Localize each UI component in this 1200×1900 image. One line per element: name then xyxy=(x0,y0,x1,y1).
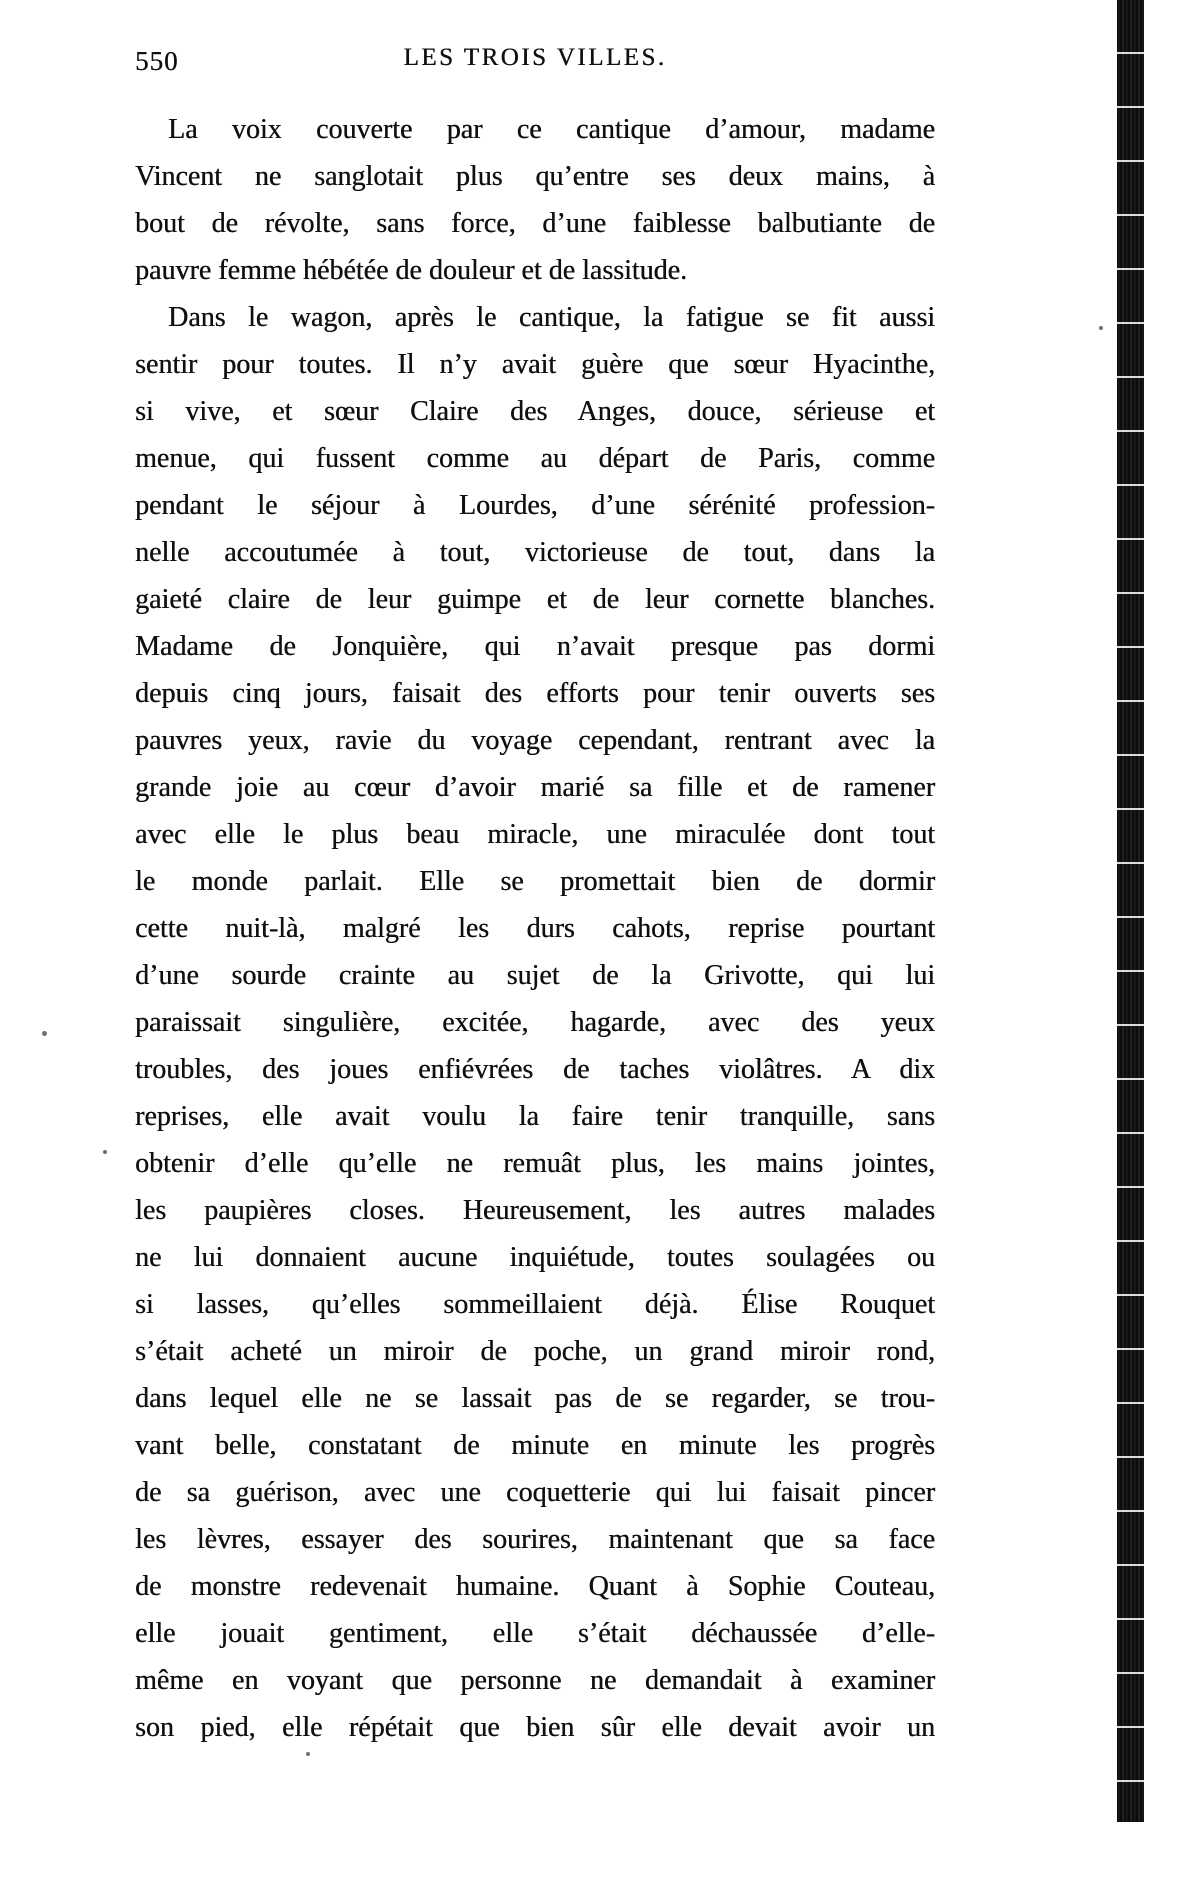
text-line: Madame de Jonquière, qui n’avait presque pas dormi xyxy=(135,631,935,662)
text-line: sentir pour toutes. Il n’y avait guère que sœur Hyacinthe, xyxy=(135,349,935,380)
text-line: depuis cinq jours, faisait des efforts pour tenir ouverts ses xyxy=(135,678,935,709)
text-line: troubles, des joues enfiévrées de taches violâtres. A dix xyxy=(135,1054,935,1085)
text-line: d’une sourde crainte au sujet de la Grivotte, qui lui xyxy=(135,960,935,991)
body-text xyxy=(135,106,935,1751)
scan-speck xyxy=(306,1752,310,1756)
text-line: son pied, elle répétait que bien sûr elle devait avoir un xyxy=(135,1712,935,1743)
text-line: bout de révolte, sans force, d’une faiblesse balbutiante de xyxy=(135,208,935,239)
text-line: grande joie au cœur d’avoir marié sa fille et de ramener xyxy=(135,772,935,803)
text-line: gaieté claire de leur guimpe et de leur cornette blanches. xyxy=(135,584,935,615)
text-line: si vive, et sœur Claire des Anges, douce, sérieuse et xyxy=(135,396,935,427)
text-line: si lasses, qu’elles sommeillaient déjà. Élise Rouquet xyxy=(135,1289,935,1320)
text-line: s’était acheté un miroir de poche, un grand miroir rond, xyxy=(135,1336,935,1367)
text-line: vant belle, constatant de minute en minute les progrès xyxy=(135,1430,935,1461)
text-line: pauvre femme hébétée de douleur et de lassitude. xyxy=(135,255,687,286)
paragraph xyxy=(135,106,935,294)
text-line: La voix couverte par ce cantique d’amour, madame xyxy=(168,114,935,145)
running-title: LES TROIS VILLES. xyxy=(403,44,667,71)
text-line: reprises, elle avait voulu la faire tenir tranquille, sans xyxy=(135,1101,935,1132)
text-line: même en voyant que personne ne demandait à examiner xyxy=(135,1665,935,1696)
text-line: avec elle le plus beau miracle, une miraculée dont tout xyxy=(135,819,935,850)
text-line: cette nuit-là, malgré les durs cahots, reprise pourtant xyxy=(135,913,935,944)
text-line: pendant le séjour à Lourdes, d’une sérénité profession- xyxy=(135,490,935,521)
text-line: paraissait singulière, excitée, hagarde, avec des yeux xyxy=(135,1007,935,1038)
page-header xyxy=(135,44,935,78)
text-line: obtenir d’elle qu’elle ne remuât plus, les mains jointes, xyxy=(135,1148,935,1179)
paragraph xyxy=(135,294,935,1751)
text-line: les lèvres, essayer des sourires, maintenant que sa face xyxy=(135,1524,935,1555)
scan-speck xyxy=(42,1031,47,1036)
text-line: pauvres yeux, ravie du voyage cependant, rentrant avec la xyxy=(135,725,935,756)
text-line: menue, qui fussent comme au départ de Paris, comme xyxy=(135,443,935,474)
text-line: de sa guérison, avec une coquetterie qui lui faisait pincer xyxy=(135,1477,935,1508)
text-line: dans lequel elle ne se lassait pas de se regarder, se trou- xyxy=(135,1383,935,1414)
scan-speck xyxy=(103,1150,107,1154)
page-number: 550 xyxy=(135,46,179,76)
text-line: le monde parlait. Elle se promettait bien de dormir xyxy=(135,866,935,897)
scan-artifact-right-bar xyxy=(1117,0,1144,1822)
text-line: Vincent ne sanglotait plus qu’entre ses deux mains, à xyxy=(135,161,935,192)
text-line: ne lui donnaient aucune inquiétude, toutes soulagées ou xyxy=(135,1242,935,1273)
text-line: elle jouait gentiment, elle s’était déchaussée d’elle- xyxy=(135,1618,935,1649)
text-line: Dans le wagon, après le cantique, la fatigue se fit aussi xyxy=(168,302,935,333)
text-line: de monstre redevenait humaine. Quant à Sophie Couteau, xyxy=(135,1571,935,1602)
scan-speck xyxy=(1099,326,1103,330)
text-line: les paupières closes. Heureusement, les autres malades xyxy=(135,1195,935,1226)
text-line: nelle accoutumée à tout, victorieuse de tout, dans la xyxy=(135,537,935,568)
